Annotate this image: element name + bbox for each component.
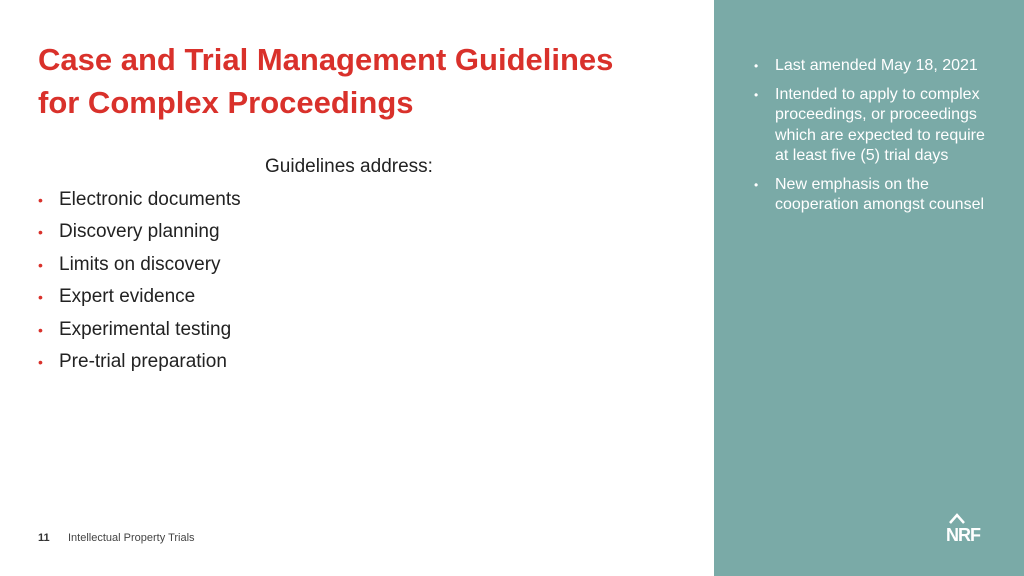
list-item-text: Last amended May 18, 2021 <box>775 57 978 74</box>
list-item <box>754 56 994 77</box>
guidelines-subheading: Guidelines address: <box>265 156 433 177</box>
list-item <box>38 220 241 252</box>
slide-title-line-1: Case and Trial Management Guidelines <box>38 42 614 77</box>
bullet-icon: • <box>38 224 43 241</box>
bullet-icon: • <box>38 353 43 370</box>
list-item <box>38 285 241 317</box>
list-item-text: Pre-trial preparation <box>59 350 227 372</box>
guidelines-bullet-list <box>38 188 241 382</box>
list-item-text: New emphasis on the cooperation amongst counsel <box>775 175 985 213</box>
slide-title <box>38 38 698 124</box>
list-item <box>754 175 994 216</box>
side-bullet-list <box>754 56 994 224</box>
footer-text: Intellectual Property Trials <box>68 532 195 544</box>
bullet-icon: • <box>38 321 43 338</box>
list-item <box>754 85 994 167</box>
bullet-icon: • <box>754 59 759 73</box>
slide-title-line-2: for Complex Proceedings <box>38 85 414 120</box>
nrf-logo <box>946 512 988 544</box>
bullet-icon: • <box>38 289 43 306</box>
list-item <box>38 253 241 285</box>
list-item <box>38 318 241 350</box>
side-panel <box>714 0 1024 576</box>
list-item <box>38 188 241 220</box>
bullet-icon: • <box>754 177 759 192</box>
list-item-text: Expert evidence <box>59 286 196 308</box>
bullet-icon: • <box>38 192 43 208</box>
chevron-up-icon <box>946 512 988 526</box>
page-number: 11 <box>38 532 50 544</box>
list-item-text: Limits on discovery <box>59 253 221 275</box>
list-item <box>38 350 241 382</box>
logo-text: NRF <box>946 525 980 545</box>
bullet-icon: • <box>754 87 759 102</box>
list-item-text: Intended to apply to complex proceedings, or proceedings which are expected to require at least five (5) trial days <box>775 85 985 164</box>
list-item-text: Experimental testing <box>59 318 232 340</box>
list-item-text: Discovery planning <box>59 221 220 243</box>
list-item-text: Electronic documents <box>59 189 241 210</box>
bullet-icon: • <box>38 256 43 273</box>
